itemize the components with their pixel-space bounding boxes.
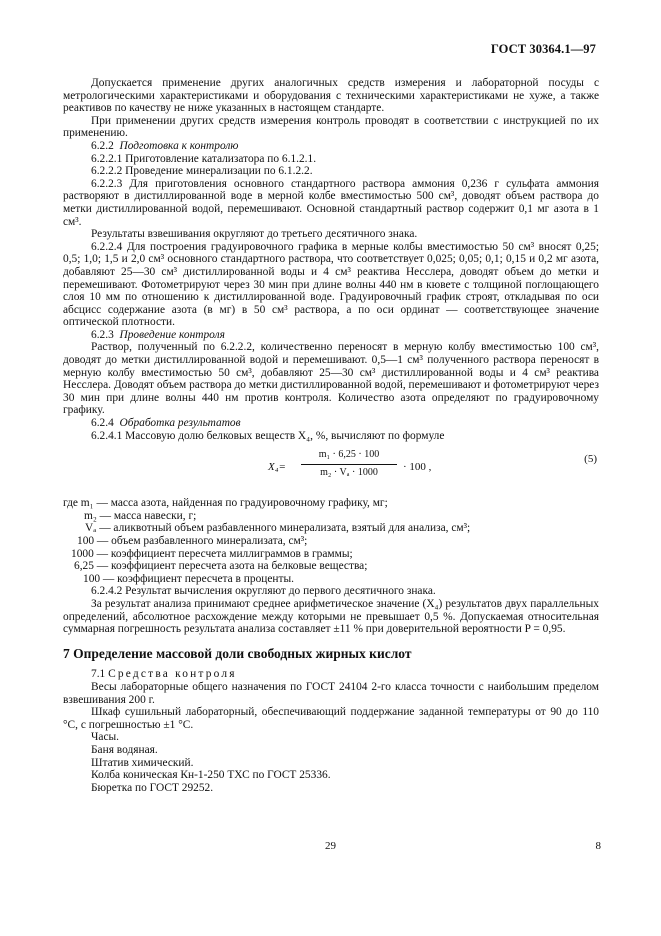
paragraph: 6.2.2.3 Для приготовления основного стандартного раствора аммония 0,236 г сульфата аммония растворяют в дистиллированной воде в мерной колбе вместимостью 500 см³, доводят объем раствора до метки дистиллированной водой, перемешивают. Основной стандартный раствор содержит 0,1 мг азота в 1 см³.	[63, 177, 599, 228]
definition-item: 1000 — коэффициент пересчета миллиграммов в граммы;	[71, 547, 353, 560]
paragraph: Раствор, полученный по 6.2.2.2, количественно переносят в мерную колбу вместимостью 100 см³, доводят до метки дистиллированной водой и перемешивают. 0,5—1 см³ полученного раствора переносят в мерную колбу вместимостью 50 см³, добавляют 25—30 см³ дистиллированной воды и 4 см³ реактива Несслера. Доводят объем раствора до метки дистиллированной водой, перемешивают и фотометрируют через 30 мин при длине волны 440 нм против контроля. Количество азота определяют по градуировочному графику.	[63, 341, 599, 417]
subsection-heading	[63, 329, 599, 342]
section-title: 7 Определение массовой доли свободных жирных кислот	[63, 645, 412, 661]
paragraph: Результаты взвешивания округляют до третьего десятичного знака.	[91, 228, 418, 241]
definitions-list	[63, 497, 599, 585]
subsection-heading	[63, 417, 599, 430]
formula-fraction	[301, 449, 397, 479]
list-item: Весы лабораторные общего назначения по ГОСТ 24104 2-го класса точности с наибольшим пределом взвешивания 200 г.	[63, 680, 599, 706]
definition-item: 100 — объем разбавленного минерализата, см³;	[77, 535, 308, 547]
paragraph: Допускается применение других аналогичных средств измерения и лабораторной посуды с метрологическими характеристиками и оборудования с техническими характеристиками не хуже, а также реактивов по качеству не ниже указанных в настоящем стандарте.	[63, 77, 599, 115]
paragraph: 6.2.2.2 Проведение минерализации по 6.1.2.2.	[91, 165, 313, 178]
formula-tail: · 100 ,	[403, 461, 432, 474]
definition-item: 100 — коэффициент пересчета в проценты.	[83, 572, 294, 585]
definition-item: Vₐ — аликвотный объем разбавленного минерализата, взятый для анализа, см³;	[85, 522, 471, 535]
formula-number: (5)	[584, 453, 597, 466]
formula-lhs: X₄=	[268, 461, 286, 474]
page-number: 29	[325, 840, 336, 852]
formula-denominator: m₂ · Vₐ · 1000	[320, 466, 378, 478]
formula	[63, 447, 599, 491]
subsection-title: Средства контроля	[108, 668, 237, 681]
subsection-heading	[63, 140, 599, 153]
sheet-number: 8	[595, 840, 601, 852]
paragraph: 6.2.4.2 Результат вычисления округляют до первого десятичного знака.	[91, 585, 436, 598]
list-item: Колба коническая Кн-1-250 ТХС по ГОСТ 25336.	[91, 769, 331, 782]
formula-numerator: m₁ · 6,25 · 100	[301, 449, 397, 465]
paragraph: При применении других средств измерения контроль проводят в соответствии с инструкцией по их применению.	[63, 114, 599, 140]
list-item: Часы.	[91, 731, 120, 744]
list-item: Шкаф сушильный лабораторный, обеспечивающий поддержание заданной температуры от 90 до 110 °С, с погрешностью ±1 °С.	[63, 706, 599, 731]
document-code-header: ГОСТ 30364.1—97	[490, 42, 596, 56]
paragraph: 6.2.4.1 Массовую долю белковых веществ X₄, %, вычисляют по формуле	[91, 429, 445, 442]
subsection-title: Проведение контроля	[119, 328, 225, 341]
document-body	[63, 77, 599, 794]
paragraph: 6.2.2.4 Для построения градуировочного графика в мерные колбы вместимостью 50 см³ вносят 0,25; 0,5; 1,0; 1,5 и 2,0 см³ основного стандартного раствора, что соответствует 0,025; 0,05; 0,1; 0,15 и 0,2 мг азота, добавляют 25—30 см³ дистиллированной воды и 4 см³ реактива Несслера, доводят объем до метки и перемешивают. Фотометрируют через 30 мин при длине волны 440 нм в кювете с толщиной поглощающего слоя 10 мм по отношению к дистиллированной воде. Градуировочный график строят, откладывая по оси абсцисс содержание азота (в мг) в 50 см³ раствора, а по оси ординат — соответствующее значение оптической плотности.	[63, 240, 599, 329]
definition-item: где m₁ — масса азота, найденная по градуировочному графику, мг;	[63, 497, 388, 510]
subsection-number: 6.2.4	[91, 417, 114, 430]
definition-item: 6,25 — коэффициент пересчета азота на белковые вещества;	[74, 560, 368, 573]
list-item: Бюретка по ГОСТ 29252.	[91, 781, 214, 794]
paragraph: За результат анализа принимают среднее арифметическое значение (X₄) результатов двух параллельных определений, абсолютное расхождение между которыми не превышает 0,5 %. Допускаемая относительная суммарная погрешность результата анализа составляет ±11 % при доверительной вероятности P = 0,95.	[63, 597, 599, 636]
subsection-title: Обработка результатов	[119, 417, 241, 430]
subsection-number: 7.1	[91, 668, 106, 681]
subsection-number: 6.2.3	[91, 328, 114, 341]
subsection-number: 6.2.2	[91, 139, 114, 152]
list-item: Баня водяная.	[91, 743, 158, 756]
list-item: Штатив химический.	[91, 756, 194, 769]
subsection-title: Подготовка к контролю	[119, 139, 239, 152]
definition-item: m₂ — масса навески, г;	[84, 509, 197, 522]
paragraph: 6.2.2.1 Приготовление катализатора по 6.1.2.1.	[91, 152, 317, 165]
subsection-heading	[63, 668, 599, 681]
